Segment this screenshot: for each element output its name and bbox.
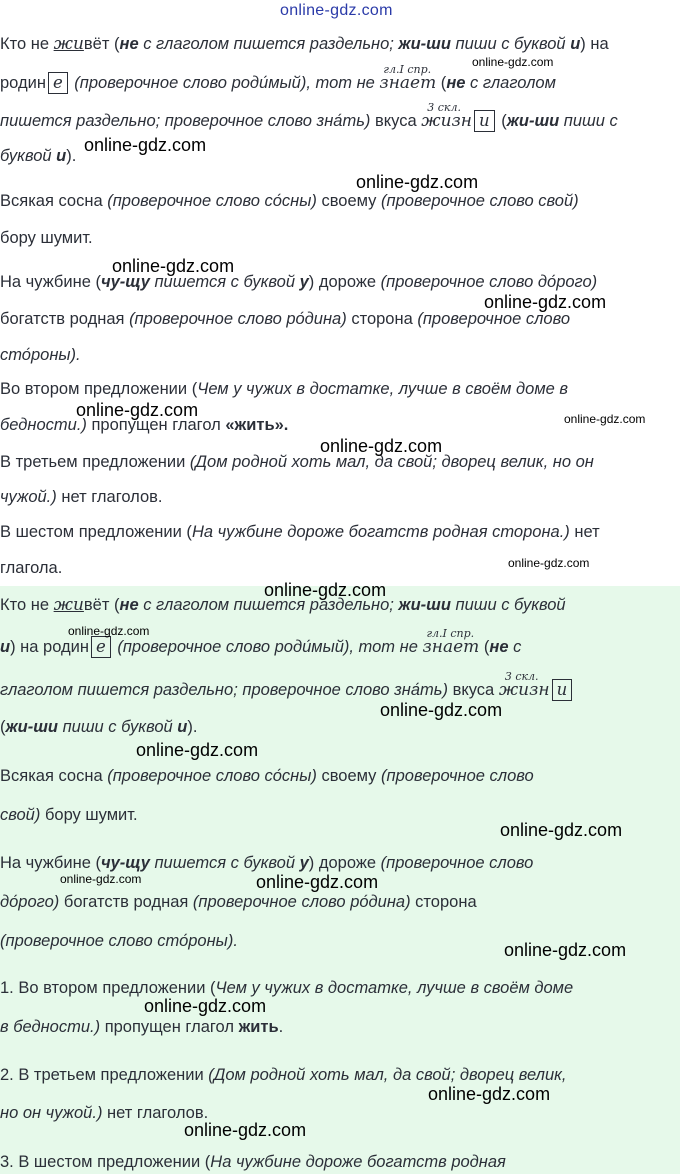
watermark: online-gdz.com — [68, 624, 150, 638]
watermark: online-gdz.com — [144, 996, 267, 1016]
watermark: online-gdz.com — [472, 55, 554, 69]
letter-box: и — [552, 679, 573, 701]
text-line: В шестом предложении (На чужбине дороже богатств родная сторона.) нет — [0, 523, 600, 541]
text-line: глаголом пишется раздельно; проверочное слово зна́ть) вкуса 3 скл. жизн и — [0, 679, 574, 701]
text-line: буквой и). — [0, 147, 77, 165]
watermark: online-gdz.com — [264, 580, 387, 600]
text-line: в бедности.) пропущен глагол жить. — [0, 1018, 284, 1036]
text-line: 1. Во втором предложении (Чем у чужих в достатке, лучше в своём доме — [0, 979, 574, 997]
text-line: Кто не живёт (не с глаголом пишется раздельно; жи-ши пиши с буквой и) на — [0, 34, 609, 54]
text-line: На чужбине (чу-щу пишется с буквой у) дороже (проверочное слово до́рого) — [0, 273, 598, 291]
text-line: В третьем предложении (Дом родной хоть мал, да свой; дворец велик, но он — [0, 453, 594, 471]
handwritten-word: гл.I спр. знает — [422, 637, 479, 657]
watermark: online-gdz.com — [508, 556, 590, 570]
watermark: online-gdz.com — [112, 256, 235, 276]
watermark: online-gdz.com — [136, 740, 259, 760]
letter-box: и — [474, 110, 495, 132]
watermark-top: online-gdz.com — [280, 2, 393, 19]
handwritten-word: жи — [53, 34, 84, 54]
text-line: Кто не живёт (не с глаголом пишется раздельно; жи-ши пиши с буквой — [0, 595, 566, 615]
text-line: и) на родин е (проверочное слово роди́мый), тот не гл.I спр. знает (не с — [0, 636, 521, 658]
watermark: online-gdz.com — [256, 872, 379, 892]
text-line: Всякая сосна (проверочное слово со́сны) своему (проверочное слово — [0, 767, 534, 785]
text-line: чужой.) нет глаголов. — [0, 488, 163, 506]
text-line: 2. В третьем предложении (Дом родной хоть мал, да свой; дворец велик, — [0, 1066, 567, 1084]
text-line: (жи-ши пиши с буквой и). — [0, 718, 198, 736]
text-line: до́рого) богатств родная (проверочное слово ро́дина) сторона — [0, 893, 477, 911]
handwritten-word: 3 скл. жизн — [499, 680, 550, 700]
text-line: свой) бору шумит. — [0, 806, 138, 824]
letter-box: е — [48, 72, 68, 94]
handwritten-word: гл.I спр. знает — [379, 73, 436, 93]
text-line: глагола. — [0, 559, 63, 577]
grammar-note: гл.I спр. — [383, 63, 432, 76]
text-line: но он чужой.) нет глаголов. — [0, 1104, 209, 1122]
text-line: На чужбине (чу-щу пишется с буквой у) дороже (проверочное слово — [0, 854, 534, 872]
watermark: online-gdz.com — [484, 292, 607, 312]
watermark: online-gdz.com — [320, 436, 443, 456]
watermark: online-gdz.com — [184, 1120, 307, 1140]
handwritten-word: жи — [53, 595, 84, 615]
watermark: online-gdz.com — [504, 940, 627, 960]
text-line: сто́роны). — [0, 346, 81, 364]
grammar-note: 3 скл. — [427, 101, 461, 114]
text-line: (проверочное слово сто́роны). — [0, 932, 238, 950]
watermark: online-gdz.com — [84, 135, 207, 155]
watermark: online-gdz.com — [76, 400, 199, 420]
grammar-note: гл.I спр. — [426, 627, 475, 640]
text-line: 3. В шестом предложении (На чужбине дороже богатств родная — [0, 1153, 506, 1171]
text-line: Всякая сосна (проверочное слово со́сны) своему (проверочное слово свой) — [0, 192, 579, 210]
text-line: пишется раздельно; проверочное слово зна́ть) вкуса 3 скл. жизн и (жи-ши пиши с — [0, 110, 618, 132]
text-line: Во втором предложении (Чем у чужих в достатке, лучше в своём доме в — [0, 380, 569, 398]
watermark: online-gdz.com — [356, 172, 479, 192]
text-line: богатств родная (проверочное слово ро́дина) сторона (проверочное слово — [0, 310, 571, 328]
watermark: online-gdz.com — [564, 412, 646, 426]
grammar-note: 3 скл. — [504, 670, 539, 683]
watermark: online-gdz.com — [428, 1084, 551, 1104]
watermark: online-gdz.com — [500, 820, 623, 840]
watermark: online-gdz.com — [380, 700, 503, 720]
text-line: родин е (проверочное слово роди́мый), тот не гл.I спр. знает (не с глаголом — [0, 72, 556, 94]
handwritten-word: 3 скл. жизн — [421, 111, 472, 131]
text-line: бору шумит. — [0, 229, 93, 247]
watermark: online-gdz.com — [60, 872, 142, 886]
text-line: бедности.) пропущен глагол «жить». — [0, 416, 289, 434]
letter-box: е — [91, 636, 111, 658]
